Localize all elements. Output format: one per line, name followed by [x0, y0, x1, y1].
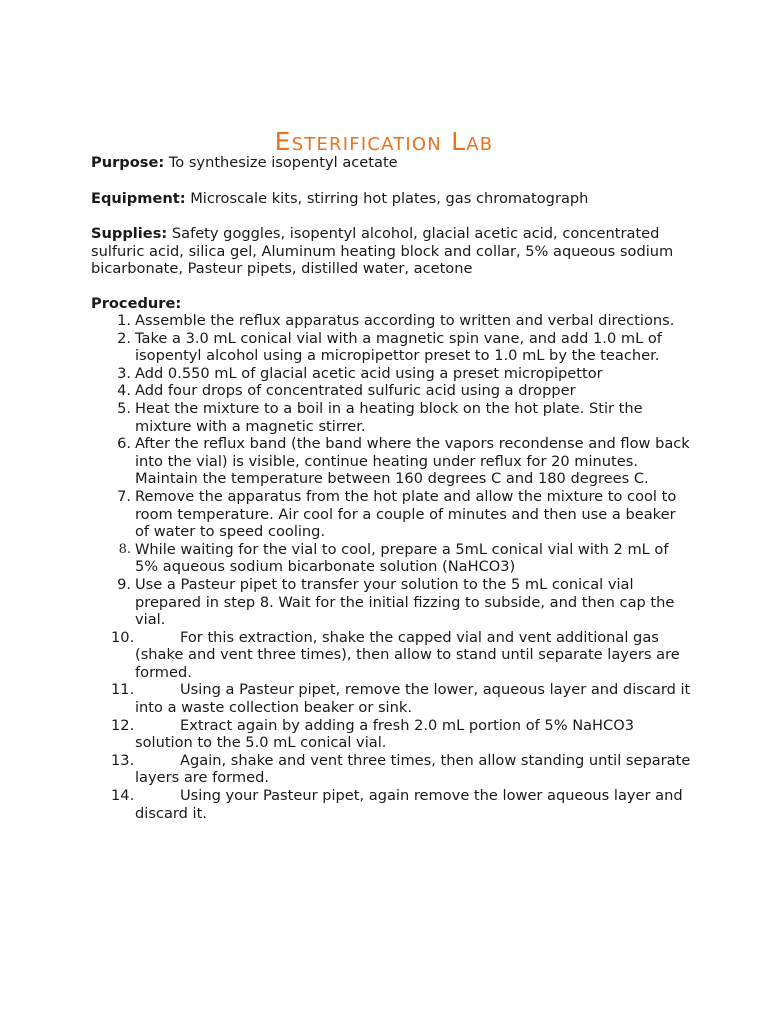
procedure-step [91, 365, 691, 383]
step-text: Using your Pasteur pipet, again remove the lower aqueous layer and discard it. [135, 787, 683, 822]
step-text: While waiting for the vial to cool, prepare a 5mL conical vial with 2 mL of 5% aqueous sodium bicarbonate solution (NaHCO3) [135, 540, 669, 576]
step-number: 12. [111, 716, 135, 734]
step-number: 7. [117, 487, 131, 505]
procedure-label: Procedure: [91, 295, 182, 312]
procedure-step [91, 435, 691, 488]
procedure-step [91, 717, 691, 752]
purpose-paragraph [91, 154, 691, 172]
supplies-label: Supplies: [91, 225, 168, 242]
step-text: Remove the apparatus from the hot plate and allow the mixture to cool to room temperature. Air cool for a couple of minutes and then use a beaker of water to speed cooling. [135, 487, 677, 541]
procedure-step [91, 312, 691, 330]
procedure-step [91, 752, 691, 787]
step-text: Take a 3.0 mL conical vial with a magnetic spin vane, and add 1.0 mL of isopentyl alcohol using a micropipettor preset to 1.0 mL by the teacher. [135, 329, 662, 365]
step-number: 6. [117, 435, 131, 453]
procedure-step [91, 382, 691, 400]
step-number: 4. [117, 382, 131, 400]
step-number: 2. [117, 329, 131, 347]
step-text: After the reflux band (the band where the vapors recondense and flow back into the vial) is visible, continue heating under reflux for 20 minutes. Maintain the temperature between 160 degrees C and 180 degrees C. [135, 435, 690, 488]
step-text: Again, shake and vent three times, then allow standing until separate layers are formed. [135, 751, 691, 787]
step-text: Using a Pasteur pipet, remove the lower, aqueous layer and discard it into a waste collection beaker or sink. [135, 681, 691, 717]
step-number: 10. [111, 628, 135, 646]
step-text: Heat the mixture to a boil in a heating block on the hot plate. Stir the mixture with a magnetic stirrer. [135, 399, 643, 435]
step-number: 3. [117, 364, 131, 382]
step-number: 13. [111, 751, 135, 769]
equipment-paragraph [91, 190, 691, 208]
procedure-heading [91, 295, 691, 313]
step-text: Add four drops of concentrated sulfuric acid using a dropper [135, 382, 576, 400]
step-text: Assemble the reflux apparatus according to written and verbal directions. [135, 312, 675, 329]
step-text: For this extraction, shake the capped vial and vent additional gas (shake and vent three times), then allow to stand until separate layers are formed. [135, 628, 680, 681]
procedure-step [91, 541, 691, 576]
purpose-label: Purpose: [91, 154, 165, 171]
purpose-text: To synthesize isopentyl acetate [164, 154, 398, 171]
step-text: Add 0.550 mL of glacial acetic acid using a preset micropipettor [135, 364, 603, 382]
step-number: 1. [117, 312, 131, 329]
procedure-step [91, 576, 691, 629]
procedure-steps-list [91, 312, 691, 822]
step-text: Extract again by adding a fresh 2.0 mL portion of 5% NaHCO3 solution to the 5.0 mL conical vial. [135, 716, 634, 752]
supplies-text: Safety goggles, isopentyl alcohol, glacial acetic acid, concentrated sulfuric acid, silica gel, Aluminum heating block and collar, 5% aqueous sodium bicarbonate, Pasteur pipets, distilled water, acetone [91, 225, 674, 278]
procedure-step [91, 488, 691, 541]
step-number: 8. [118, 541, 131, 557]
procedure-step [91, 400, 691, 435]
step-number: 9. [117, 575, 131, 593]
procedure-step [91, 629, 691, 682]
document-title: Esterification Lab [274, 126, 494, 156]
step-number: 11. [111, 681, 135, 699]
supplies-paragraph [91, 225, 691, 278]
procedure-step [91, 681, 691, 716]
procedure-step [91, 787, 691, 822]
procedure-step [91, 330, 691, 365]
equipment-label: Equipment: [91, 190, 186, 207]
step-text: Use a Pasteur pipet to transfer your solution to the 5 mL conical vial prepared in step 8. Wait for the initial fizzing to subside, and then cap the vial. [135, 575, 675, 629]
equipment-text: Microscale kits, stirring hot plates, gas chromatograph [185, 190, 589, 207]
step-number: 5. [117, 399, 131, 417]
step-number: 14. [111, 787, 135, 805]
